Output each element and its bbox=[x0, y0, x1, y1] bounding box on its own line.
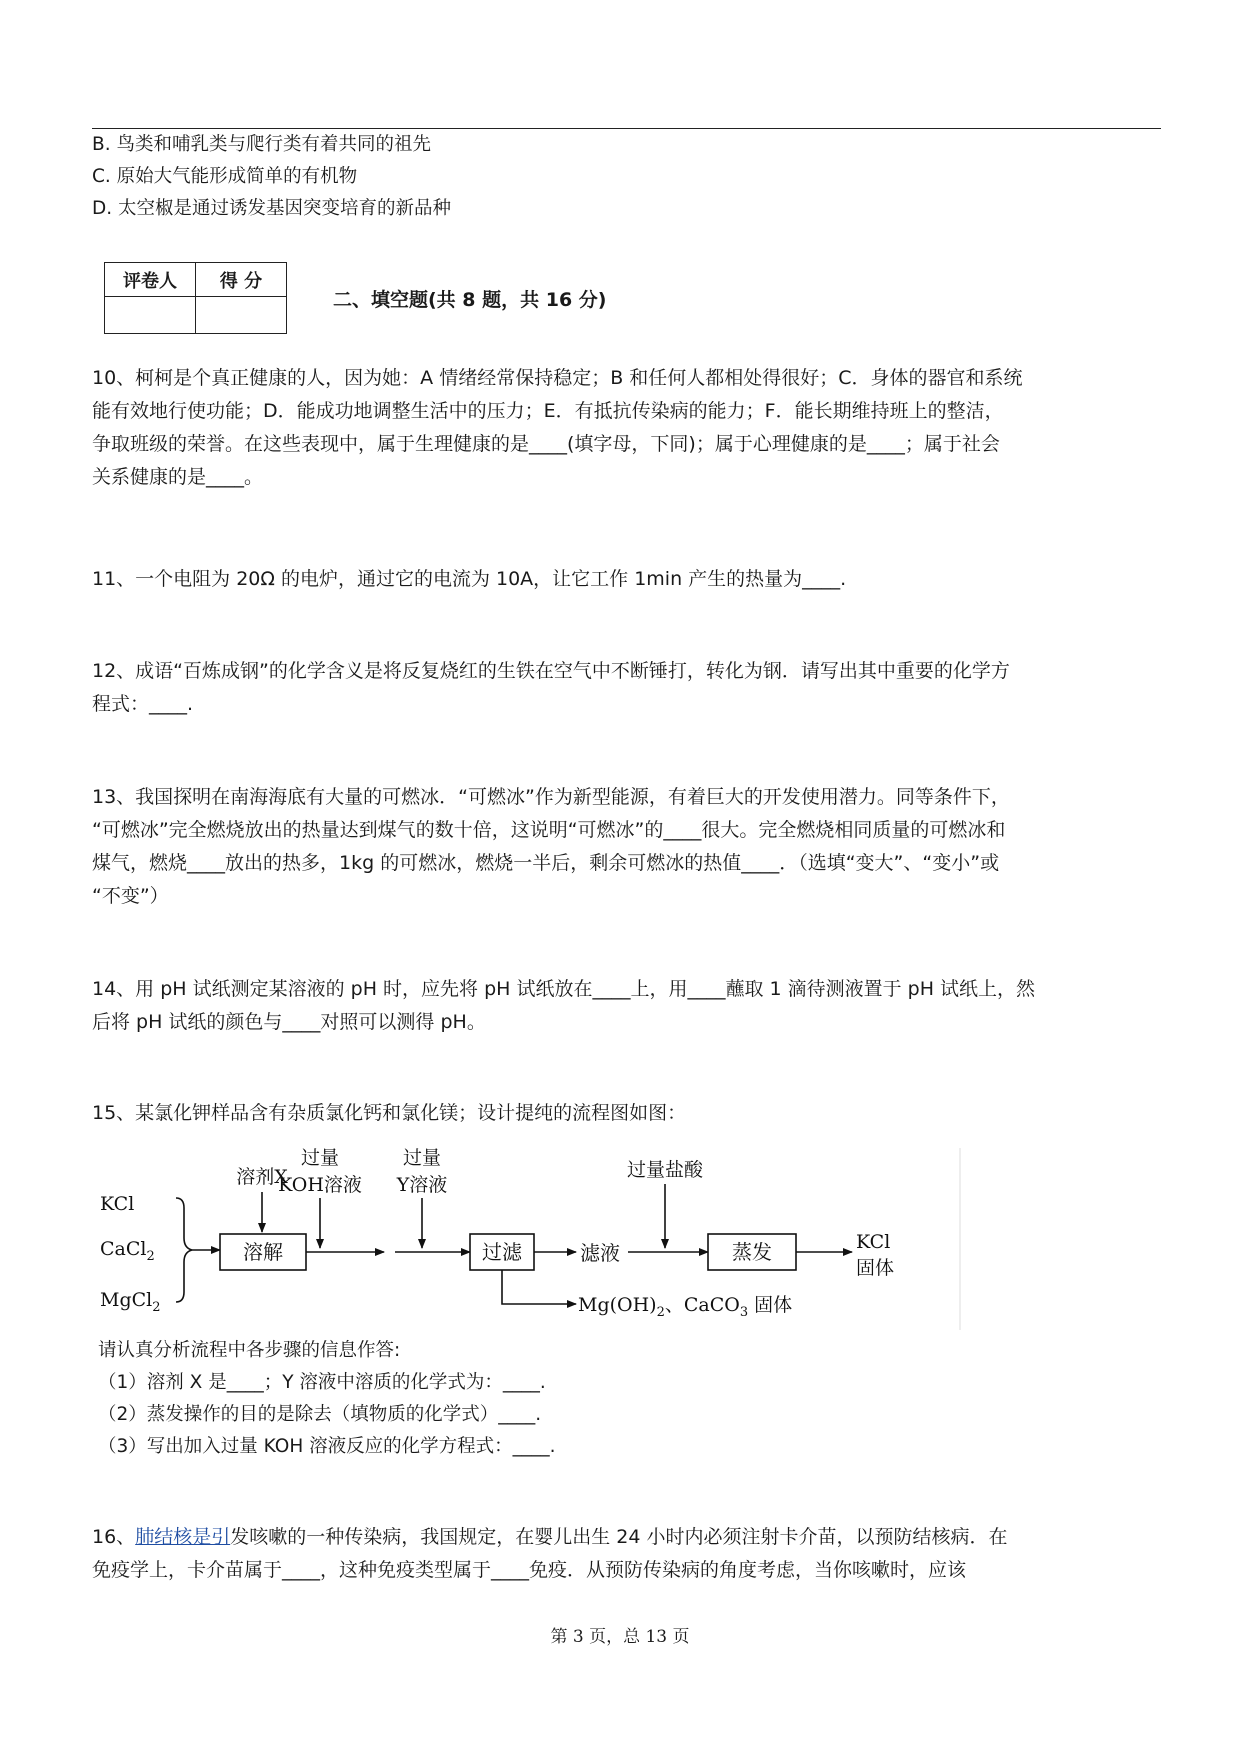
question-15-sub-2: （2）蒸发操作的目的是除去（填物质的化学式）____. bbox=[98, 1404, 542, 1425]
precipitate-label: $Mg(OH)_2$、CaCO$_3$ 固体 bbox=[578, 1294, 793, 1320]
score-table-grader-cell bbox=[105, 297, 196, 334]
question-15-intro-line: 15、某氯化钾样品含有杂质氯化钙和氯化镁；设计提纯的流程图如图： bbox=[92, 1102, 687, 1124]
question-10-line: 能有效地行使功能；D．能成功地调整生活中的压力；E．有抵抗传染病的能力；F．能长期维持班上的整洁， bbox=[92, 400, 1004, 422]
arrow-to-precipitate bbox=[502, 1270, 576, 1304]
question-10-line: 关系健康的是____。 bbox=[92, 466, 264, 488]
reactant-cacl2: CaCl$_2$ bbox=[100, 1238, 155, 1264]
question-12-line: 12、成语“百炼成钢”的化学含义是将反复烧红的生铁在空气中不断锤打，转化为钢．请写出其中重要的化学方 bbox=[92, 660, 1010, 682]
evaporate-label: 蒸发 bbox=[732, 1240, 772, 1264]
question-16-line bbox=[92, 1521, 1162, 1554]
question-12 bbox=[92, 655, 1162, 721]
question-12-line: 程式：____. bbox=[92, 693, 194, 715]
filtrate-label: 滤液 bbox=[580, 1241, 620, 1265]
score-table bbox=[104, 262, 287, 334]
question-10-line: 10、柯柯是个真正健康的人，因为她：A 情绪经常保持稳定；B 和任何人都相处得很好；C．身体的器官和系统 bbox=[92, 367, 1023, 389]
question-13-line: “不变”） bbox=[92, 885, 169, 907]
score-table-grader-header: 评卷人 bbox=[105, 263, 196, 297]
question-14 bbox=[92, 973, 1162, 1039]
question-16-text: 发咳嗽的一种传染病，我国规定，在婴儿出生 24 小时内必须注射卡介苗，以预防结核病．在 bbox=[230, 1526, 1008, 1548]
score-table-score-cell bbox=[196, 297, 287, 334]
question-16-number: 16、 bbox=[92, 1526, 136, 1548]
question-14-line: 14、用 pH 试纸测定某溶液的 pH 时，应先将 pH 试纸放在____上，用____蘸取 1 滴待测液置于 pH 试纸上，然 bbox=[92, 978, 1036, 1000]
question-14-line: 后将 pH 试纸的颜色与____对照可以测得 pH。 bbox=[92, 1011, 486, 1033]
purification-flowchart bbox=[92, 1148, 972, 1330]
score-table-score-header: 得 分 bbox=[196, 263, 287, 297]
option-b: B. 鸟类和哺乳类与爬行类有着共同的祖先 bbox=[92, 134, 431, 155]
question-11 bbox=[92, 563, 1162, 596]
filter-label: 过滤 bbox=[482, 1240, 522, 1264]
y-solution-label-top: 过量 bbox=[402, 1148, 442, 1169]
product-kcl: KCl bbox=[856, 1231, 891, 1253]
question-13-line: 煤气，燃烧____放出的热多，1kg 的可燃冰，燃烧一半后，剩余可燃冰的热值____．（选填“变大”、“变小”或 bbox=[92, 852, 1000, 874]
question-16 bbox=[92, 1521, 1162, 1587]
header-rule bbox=[92, 128, 1161, 129]
option-c: C. 原始大气能形成简单的有机物 bbox=[92, 166, 358, 187]
question-15-sub-3: （3）写出加入过量 KOH 溶液反应的化学方程式：____. bbox=[98, 1436, 556, 1457]
y-solution-label-bottom: Y溶液 bbox=[396, 1174, 448, 1196]
question-11-line: 11、一个电阻为 20Ω 的电炉，通过它的电流为 10A，让它工作 1min 产生的热量为____. bbox=[92, 568, 847, 590]
dissolve-label: 溶解 bbox=[243, 1240, 283, 1264]
reactant-kcl: KCl bbox=[100, 1193, 135, 1215]
question-13 bbox=[92, 781, 1162, 913]
reactant-mgcl2: MgCl$_2$ bbox=[100, 1289, 161, 1315]
question-16-link[interactable]: 肺结核是引 bbox=[135, 1526, 231, 1548]
question-13-line: “可燃冰”完全燃烧放出的热量达到煤气的数十倍，这说明“可燃冰”的____很大。完全燃烧相同质量的可燃冰和 bbox=[92, 819, 1006, 841]
koh-label-bottom: KOH溶液 bbox=[278, 1174, 362, 1196]
koh-label-top: 过量 bbox=[300, 1148, 340, 1169]
brace-icon bbox=[176, 1198, 192, 1302]
section-title: 二、填空题(共 8 题，共 16 分) bbox=[333, 289, 607, 311]
question-13-line: 13、我国探明在南海海底有大量的可燃冰．“可燃冰”作为新型能源，有着巨大的开发使用潜力。同等条件下， bbox=[92, 786, 1010, 808]
solvent-x-label: 溶剂X bbox=[236, 1166, 288, 1188]
product-solid: 固体 bbox=[856, 1257, 895, 1279]
question-15-prompt: 请认真分析流程中各步骤的信息作答: bbox=[98, 1340, 401, 1361]
option-d: D. 太空椒是通过诱发基因突变培育的新品种 bbox=[92, 198, 452, 219]
question-15-sub-1: （1）溶剂 X 是____；Y 溶液中溶质的化学式为：____. bbox=[98, 1372, 546, 1393]
hcl-label: 过量盐酸 bbox=[626, 1159, 704, 1181]
question-15-intro bbox=[92, 1097, 1162, 1130]
question-10 bbox=[92, 362, 1162, 494]
question-10-line: 争取班级的荣誉。在这些表现中，属于生理健康的是____(填字母，下同)；属于心理健康的是____；属于社会 bbox=[92, 433, 1000, 455]
question-16-line: 免疫学上，卡介苗属于____，这种免疫类型属于____免疫．从预防传染病的角度考虑，当你咳嗽时，应该 bbox=[92, 1559, 967, 1581]
page-footer: 第 3 页，总 13 页 bbox=[550, 1627, 690, 1647]
